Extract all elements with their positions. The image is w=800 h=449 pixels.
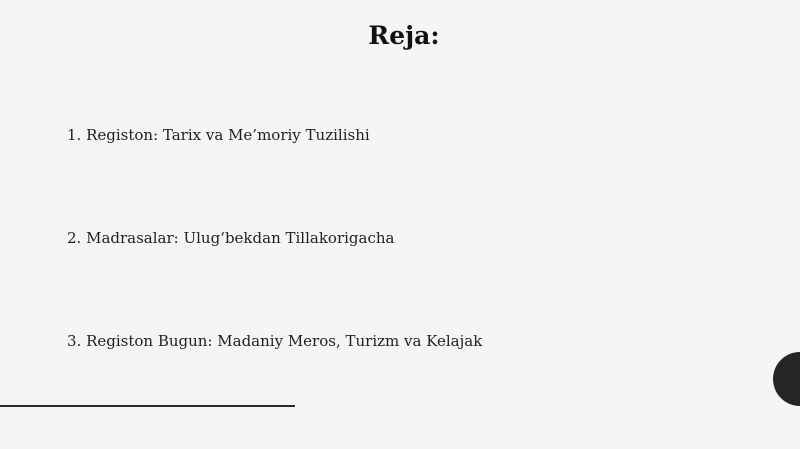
plan-item-number: 1. (67, 126, 82, 144)
decorative-circle (773, 352, 800, 406)
plan-item-text: Registon: Tarix va Me’moriy Tuzilishi (86, 126, 370, 144)
plan-item-3 (67, 331, 482, 351)
plan-item-2 (67, 228, 394, 248)
plan-item-text: Registon Bugun: Madaniy Meros, Turizm va Kelajak (86, 332, 483, 350)
decorative-underline (0, 405, 295, 407)
plan-item-number: 3. (67, 332, 82, 350)
plan-item-1 (67, 125, 370, 145)
slide-title: Reja: (368, 21, 440, 50)
plan-item-number: 2. (67, 229, 82, 247)
plan-item-text: Madrasalar: Ulug‘bekdan Tillakorigacha (86, 229, 395, 247)
